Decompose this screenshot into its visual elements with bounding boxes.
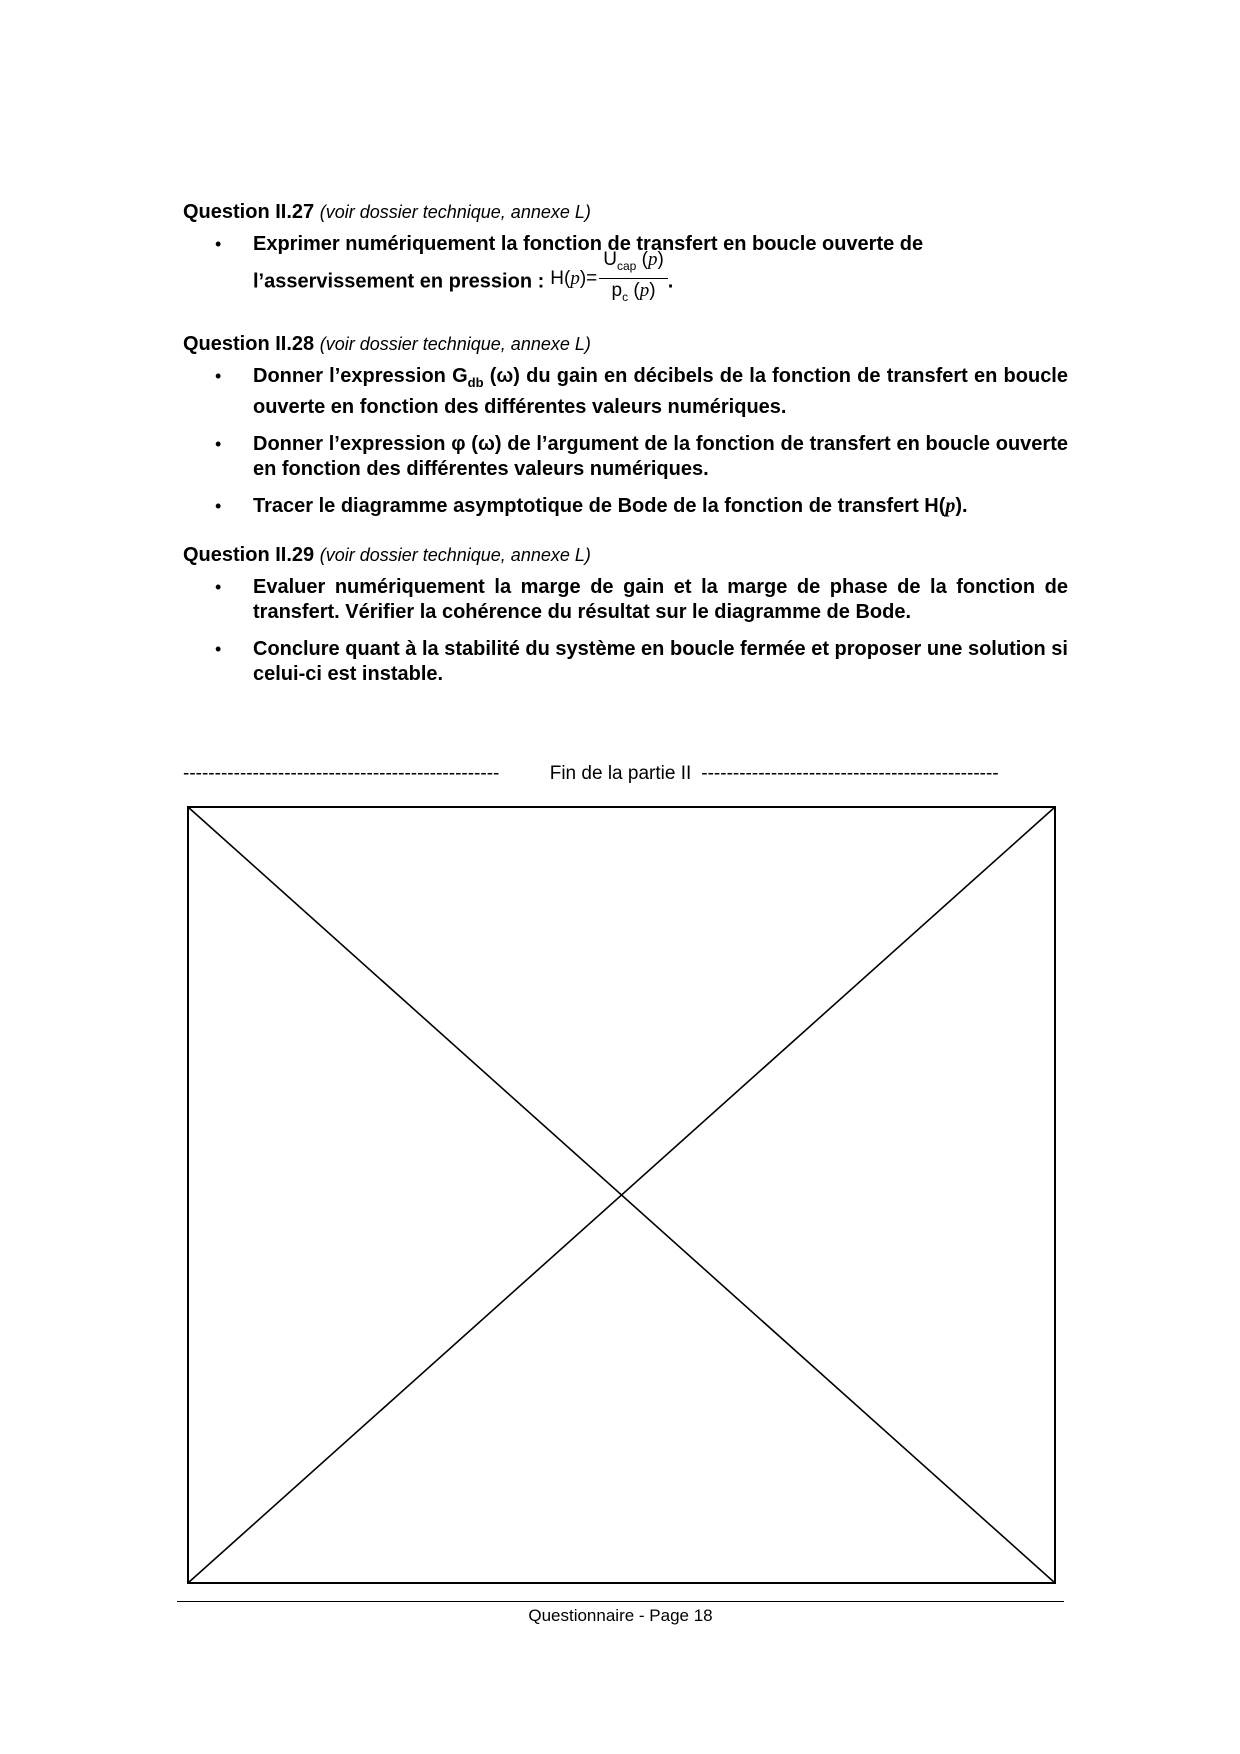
bullet-icon: • [215, 234, 222, 254]
numerator-sub: cap [616, 258, 637, 273]
bullet-icon: • [215, 365, 222, 386]
denominator-sub: c [622, 289, 629, 304]
question-header [183, 541, 1068, 569]
question-title: Question II.29 [183, 543, 315, 566]
numerator-u: U [603, 249, 617, 270]
question-item [183, 575, 1068, 625]
item-text-pre: Tracer le diagramme asymptotique de Bode de la fonction de transfert H( [253, 494, 946, 517]
item-text-sub: db [467, 374, 484, 390]
item-text: Evaluer numériquement la marge de gain et la marge de phase de la fonction de transfert. Vérifier la cohérence du résultat sur le diagramme de Bode. [253, 575, 1068, 623]
question-reference: (voir dossier technique, annexe L) [319, 202, 591, 222]
formula-h: H [550, 267, 564, 289]
bullet-icon: • [215, 638, 222, 659]
item-text-post: ). [955, 494, 968, 517]
separator-label: Fin de la partie II [549, 763, 692, 784]
formula-equals: = [586, 267, 598, 289]
formula-period: . [667, 270, 674, 293]
numerator-var-p: p [647, 249, 658, 270]
item-text-post: (ω) du gain en décibels de la fonction de transfert en boucle ouverte en fonction des différentes valeurs numériques. [253, 364, 1068, 418]
formula-paren-close: ) [579, 267, 587, 289]
item-text-line2: l’asservissement en pression : [253, 270, 545, 293]
transfer-function-formula [550, 249, 668, 308]
item-text: Conclure quant à la stabilité du système en boucle fermée et proposer une solution si celui-ci est instable. [253, 637, 1068, 685]
item-text-line1: Exprimer numériquement la fonction de transfert en boucle ouverte de [253, 233, 924, 255]
question-items [183, 364, 1068, 519]
question-item [183, 494, 1068, 519]
question-item [183, 637, 1068, 687]
question-item [183, 364, 1068, 420]
questions-section [183, 198, 1068, 709]
item-text: Donner l’expression φ (ω) de l’argument de la fonction de transfert en boucle ouverte en fonction des différentes valeurs numériques. [253, 432, 1068, 480]
question-items [183, 232, 1068, 308]
separator-dashes-left: -------------------------------------------------- [183, 763, 500, 784]
bullet-icon: • [215, 576, 222, 597]
question-item [183, 432, 1068, 482]
denominator-paren-close: ) [649, 279, 656, 301]
question-item [183, 232, 1068, 308]
formula-numerator [599, 249, 668, 279]
page-footer: Questionnaire - Page 18 [528, 1606, 713, 1625]
formula-fraction [599, 249, 668, 308]
footer-rule [177, 1601, 1064, 1602]
denominator-p: p [611, 279, 623, 301]
question-ii-28 [183, 330, 1068, 519]
question-ii-29 [183, 541, 1068, 687]
numerator-paren-close: ) [657, 249, 664, 270]
formula-var-p: p [570, 267, 580, 289]
bullet-icon: • [215, 433, 222, 454]
question-reference: (voir dossier technique, annexe L) [319, 544, 591, 565]
question-title: Question II.27 [183, 201, 315, 223]
question-reference: (voir dossier technique, annexe L) [319, 333, 591, 354]
formula-lhs [550, 266, 597, 291]
end-of-part-separator [183, 762, 1058, 786]
formula-denominator [599, 279, 668, 308]
item-text-var: p [945, 494, 956, 517]
bullet-icon: • [215, 495, 222, 516]
crossed-out-blank-area [187, 806, 1056, 1584]
numerator-paren-open: ( [636, 249, 648, 270]
denominator-var-p: p [639, 279, 650, 301]
denominator-paren-open: ( [628, 279, 640, 301]
item-text-pre: Donner l’expression G [253, 364, 468, 387]
separator-dashes-right: ----------------------------------------------- [701, 763, 999, 784]
question-header [183, 198, 1068, 226]
question-header [183, 330, 1068, 358]
question-title: Question II.28 [183, 332, 315, 355]
question-ii-27 [183, 198, 1068, 308]
question-items [183, 575, 1068, 687]
formula-paren-open: ( [563, 267, 571, 289]
